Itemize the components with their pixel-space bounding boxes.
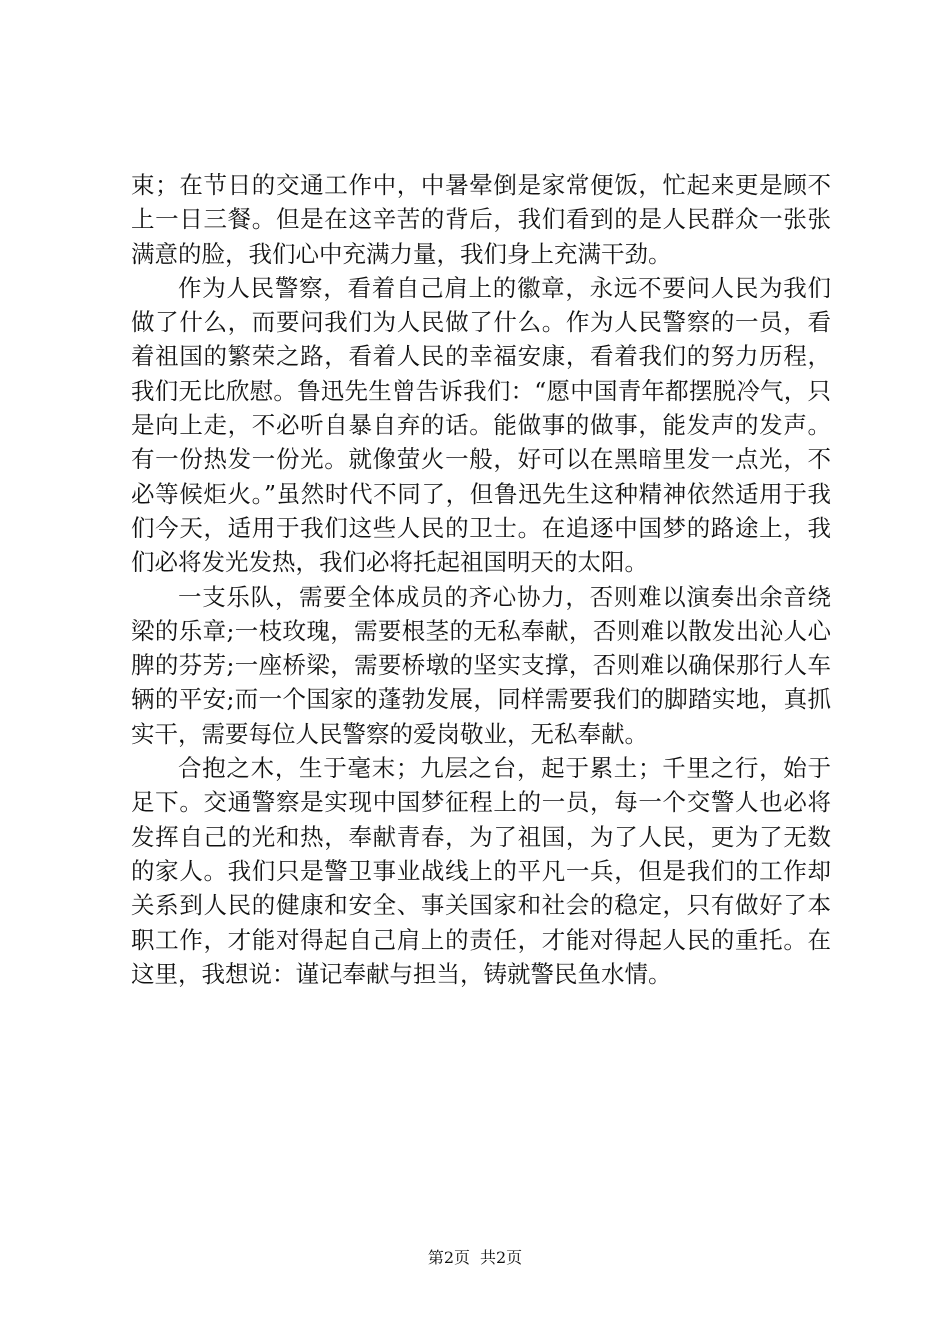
- page-footer: [0, 1245, 950, 1268]
- paragraph-4: 合抱之木，生于毫末；九层之台，起于累土；千里之行，始于足下。交通警察是实现中国梦征程上的一员，每一个交警人也必将发挥自己的光和热，奉献青春，为了祖国，为了人民，更为了无数的家人。我们只是警卫事业战线上的平凡一兵，但是我们的工作却关系到人民的健康和安全、事关国家和社会的稳定，只有做好了本职工作，才能对得起自己肩上的责任，才能对得起人民的重托。在这里，我想说：谨记奉献与担当，铸就警民鱼水情。: [131, 754, 831, 988]
- paragraph-1: 束；在节日的交通工作中，中暑晕倒是家常便饭，忙起来更是顾不上一日三餐。但是在这辛苦的背后，我们看到的是人民群众一张张满意的脸，我们心中充满力量，我们身上充满干劲。: [131, 171, 831, 268]
- paragraph-3: 一支乐队，需要全体成员的齐心协力，否则难以演奏出余音绕梁的乐章;一枝玫瑰，需要根茎的无私奉献，否则难以散发出沁人心脾的芬芳;一座桥梁，需要桥墩的坚实支撑，否则难以确保那行人车辆的平安;而一个国家的蓬勃发展，同样需要我们的脚踏实地，真抓实干，需要每位人民警察的爱岗敬业，无私奉献。: [131, 582, 831, 748]
- document-body: [131, 168, 831, 991]
- page-number: 第2页: [427, 1248, 470, 1267]
- paragraph-2: 作为人民警察，看着自己肩上的徽章，永远不要问人民为我们做了什么，而要问我们为人民做了什么。作为人民警察的一员，看着祖国的繁荣之路，看着人民的幸福安康，看着我们的努力历程，我们无比欣慰。鲁迅先生曾告诉我们：“愿中国青年都摆脱冷气，只是向上走，不必听自暴自弃的话。能做事的做事，能发声的发声。有一份热发一份光。就像萤火一般，好可以在黑暗里发一点光，不必等候炬火。”虽然时代不同了，但鲁迅先生这种精神依然适用于我们今天，适用于我们这些人民的卫士。在追逐中国梦的路途上，我们必将发光发热，我们必将托起祖国明天的太阳。: [131, 273, 831, 577]
- page-total: 共2页: [480, 1248, 523, 1267]
